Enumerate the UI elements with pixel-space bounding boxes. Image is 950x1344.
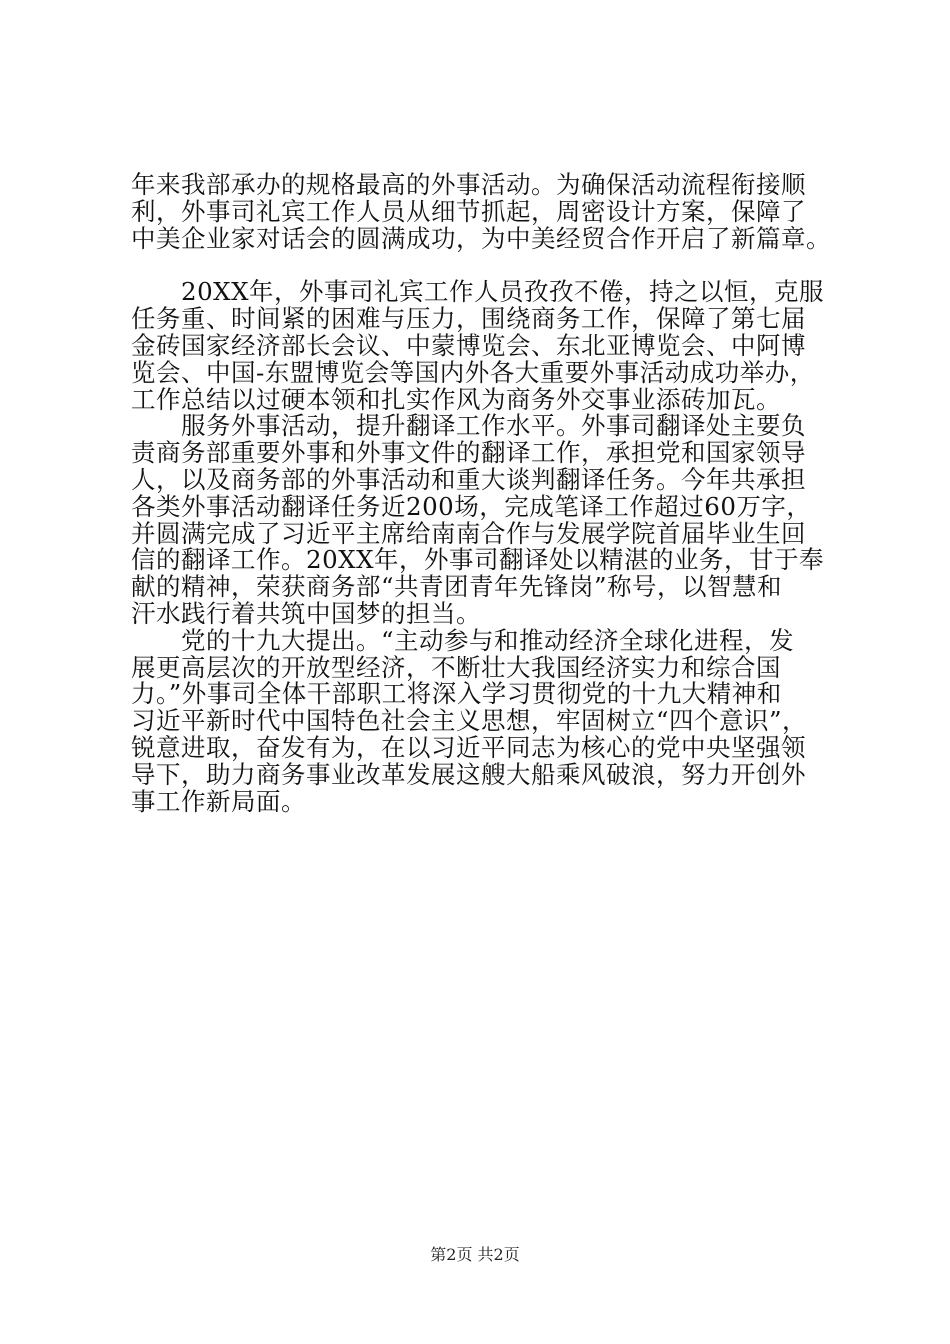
text-line: 年来我部承办的规格最高的外事活动。为确保活动流程衔接顺 <box>131 172 806 199</box>
text-line: 献的精神，荣获商务部“共青团青年先锋岗”称号，以智慧和 <box>131 574 783 601</box>
text-line: 各类外事活动翻译任务近200场，完成笔译工作超过60万字， <box>131 493 812 521</box>
text-line: 导下，助力商务事业改革发展这艘大船乘风破浪，努力开创外 <box>131 761 806 789</box>
text-line: 展更高层次的开放型经济，不断壮大我国经济实力和综合国 <box>131 654 781 682</box>
text-line: 金砖国家经济部长会议、中蒙博览会、东北亚博览会、中阿博 <box>131 332 806 360</box>
paragraph-3 <box>131 413 831 627</box>
paragraph-spacer <box>131 252 831 279</box>
text-line: 服务外事活动，提升翻译工作水平。外事司翻译处主要负 <box>131 413 806 441</box>
text-line: 党的十九大提出。“主动参与和推动经济全球化进程，发 <box>131 627 795 655</box>
text-line: 览会、中国-东盟博览会等国内外各大重要外事活动成功举办， <box>131 359 815 387</box>
text-line: 事工作新局面。 <box>131 788 306 816</box>
text-line: 信的翻译工作。20XX年，外事司翻译处以精湛的业务，甘于奉 <box>131 547 825 575</box>
text-line: 任务重、时间紧的困难与压力，围绕商务工作，保障了第七届 <box>131 306 806 333</box>
text-line: 工作总结以过硬本领和扎实作风为商务外交事业添砖加瓦。 <box>131 386 781 414</box>
document-body <box>131 172 831 815</box>
text-line: 中美企业家对话会的圆满成功，为中美经贸合作开启了新篇章。 <box>131 225 831 253</box>
text-line: 并圆满完成了习近平主席给南南合作与发展学院首届毕业生回 <box>131 520 806 548</box>
paragraph-4 <box>131 628 831 816</box>
paragraph-1 <box>131 172 831 252</box>
page-number-label: 第2页 共2页 <box>430 1245 520 1264</box>
text-line: 利，外事司礼宾工作人员从细节抓起，周密设计方案，保障了 <box>131 198 806 226</box>
text-line: 力。”外事司全体干部职工将深入学习贯彻党的十九大精神和 <box>131 681 782 709</box>
text-line: 人，以及商务部的外事活动和重大谈判翻译任务。今年共承担 <box>131 466 806 494</box>
text-line: 习近平新时代中国特色社会主义思想，牢固树立“四个意识”， <box>131 708 808 735</box>
paragraph-2 <box>131 279 831 413</box>
text-line: 责商务部重要外事和外事文件的翻译工作，承担党和国家领导 <box>131 440 806 467</box>
text-line: 锐意进取，奋发有为，在以习近平同志为核心的党中央坚强领 <box>131 734 806 762</box>
page-footer <box>0 1245 950 1265</box>
text-line: 汗水践行着共筑中国梦的担当。 <box>131 600 481 628</box>
text-line: 20XX年，外事司礼宾工作人员孜孜不倦，持之以恒，克服 <box>131 279 825 307</box>
